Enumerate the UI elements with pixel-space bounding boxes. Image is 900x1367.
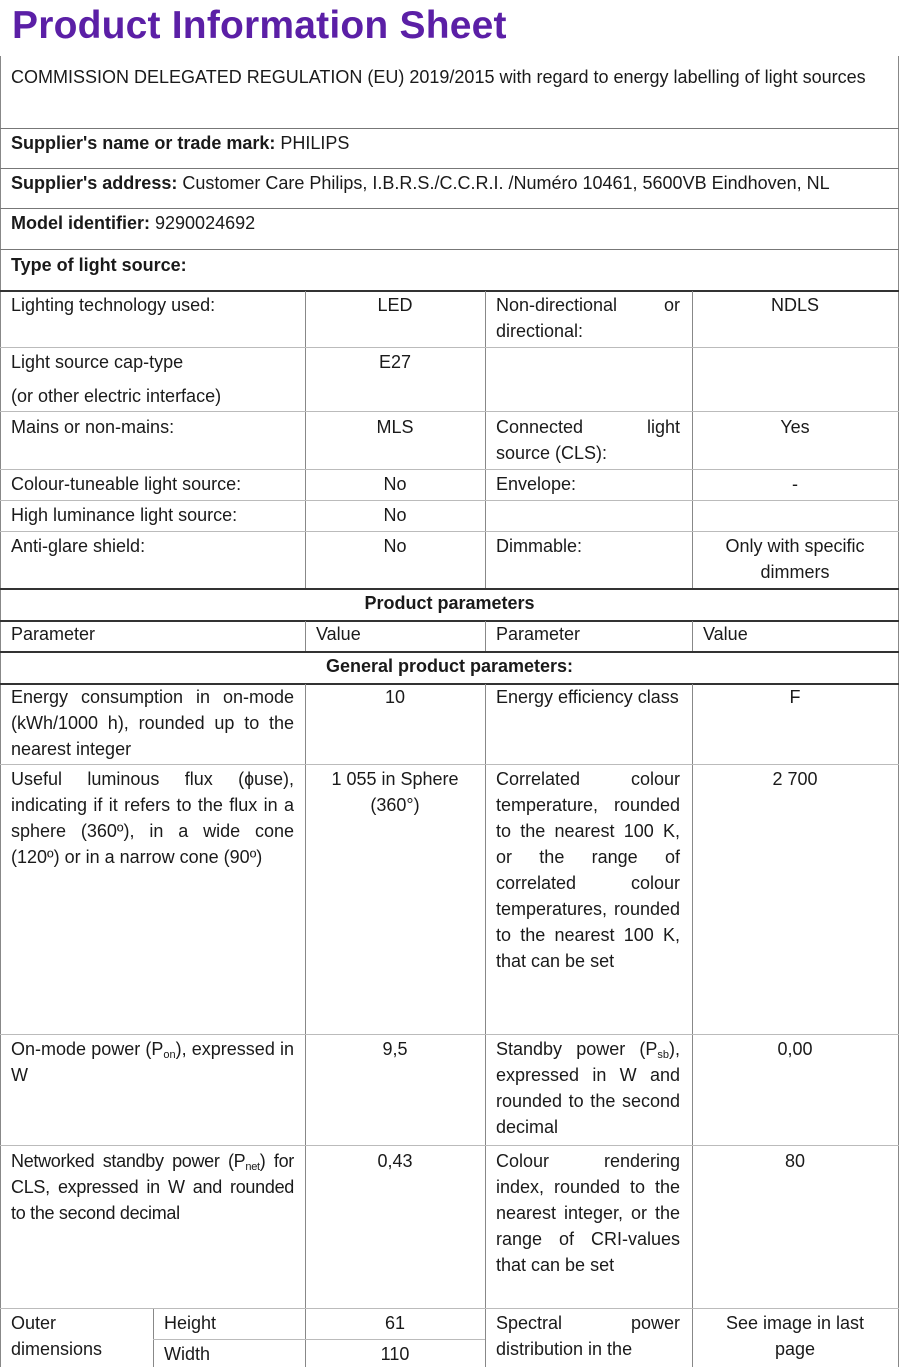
address-value: Customer Care Philips, I.B.R.S./C.C.R.I. /Numéro 10461, 5600VB Eindhoven, NL — [182, 173, 830, 193]
divider — [153, 1339, 485, 1340]
divider — [0, 1034, 899, 1035]
col-header-value: Value — [703, 624, 748, 644]
grid-col-line — [485, 684, 486, 1367]
divider — [0, 128, 899, 129]
col-header-value: Value — [316, 624, 361, 644]
energy-consumption-label: Energy consumption in on-mode (kWh/1000 h), rounded up to the nearest integer — [11, 687, 294, 759]
type-heading: Type of light source: — [11, 255, 187, 275]
colour-label: Colour-tuneable light source: — [11, 474, 242, 494]
supplier-value: PHILIPS — [280, 133, 350, 153]
grid-col-line — [692, 621, 693, 651]
energy-efficiency-label: Energy efficiency class — [496, 687, 679, 707]
width-value: 110 — [380, 1344, 410, 1364]
col-header-parameter: Parameter — [496, 624, 581, 644]
divider — [0, 620, 899, 622]
model-row — [11, 210, 255, 236]
frame-left-border — [0, 56, 1, 1367]
supplier-label: Supplier's name or trade mark: — [11, 133, 276, 153]
mains-label: Mains or non-mains: — [11, 417, 175, 437]
cls-value: Yes — [780, 417, 810, 437]
anti-glare-value: No — [383, 536, 407, 556]
networked-standby-value: 0,43 — [377, 1151, 413, 1171]
spectral-distribution-label: Spectral power distribution in the — [496, 1313, 680, 1359]
dimmable-value: Only with specific dimmers — [725, 536, 865, 582]
grid-col-line — [305, 684, 306, 1367]
address-label: Supplier's address: — [11, 173, 178, 193]
cap-value: E27 — [378, 352, 412, 372]
address-row — [11, 170, 830, 196]
cct-label: Correlated colour temperature, rounded to the nearest 100 K, or the range of correlated colour temperatures, rounded to the nearest 100 K, that can be set — [496, 769, 680, 971]
on-mode-power-value: 9,5 — [382, 1039, 408, 1059]
on-mode-power-label: On-mode power $(P_{on})$, expressed in W — [11, 1039, 294, 1085]
grid-col-line — [305, 621, 306, 651]
dir-label: Non-directional or directional: — [496, 295, 680, 341]
standby-power-value: 0,00 — [777, 1039, 813, 1059]
spectral-distribution-value: See image in last page — [725, 1313, 865, 1359]
cap-label-line2: (or other electric interface) — [11, 386, 222, 406]
model-value: 9290024692 — [155, 213, 256, 233]
mains-value: MLS — [376, 417, 414, 437]
page-title: Product Information Sheet — [12, 4, 507, 47]
outer-dimensions-label: Outer dimensions — [11, 1313, 103, 1359]
high-luminance-value: No — [383, 505, 407, 525]
grid-col-line — [153, 1309, 154, 1367]
width-label: Width — [164, 1344, 211, 1364]
divider — [0, 347, 899, 348]
divider — [0, 168, 899, 169]
anti-glare-label: Anti-glare shield: — [11, 536, 146, 556]
cri-value: 80 — [784, 1151, 806, 1171]
networked-standby-label: Networked standby power $(P_{net})$ for CLS, expressed in W and rounded to the second decimal — [11, 1151, 294, 1223]
luminous-flux-label: Useful luminous flux (ɸuse), indicating if it refers to the flux in a sphere (360º), in a wide cone (120º) or in a narrow cone (90º) — [11, 769, 294, 867]
high-luminance-label: High luminance light source: — [11, 505, 238, 525]
envelope-label: Envelope: — [496, 474, 577, 494]
supplier-row — [11, 130, 349, 156]
regulation-text: COMMISSION DELEGATED REGULATION (EU) 2019/2015 with regard to energy labelling of light sources — [11, 67, 866, 87]
cap-label-line1: Light source cap-type — [11, 352, 184, 372]
tech-label: Lighting technology used: — [11, 295, 216, 315]
cls-label: Connected light source (CLS): — [496, 417, 680, 463]
divider — [0, 531, 899, 532]
divider — [0, 1308, 899, 1309]
tech-value: LED — [377, 295, 413, 315]
frame-right-border — [898, 56, 899, 1367]
model-label: Model identifier: — [11, 213, 150, 233]
col-header-parameter: Parameter — [11, 624, 96, 644]
divider — [0, 469, 899, 470]
divider — [0, 208, 899, 209]
energy-efficiency-value: F — [789, 687, 801, 707]
standby-power-label: Standby power $(P_{sb})$, expressed in W and rounded to the second decimal — [496, 1039, 680, 1137]
divider — [0, 1145, 899, 1146]
colour-value: No — [383, 474, 407, 494]
dimmable-label: Dimmable: — [496, 536, 583, 556]
divider — [0, 500, 899, 501]
envelope-value: - — [792, 474, 798, 494]
product-parameters-heading: Product parameters — [364, 593, 535, 613]
divider — [0, 411, 899, 412]
luminous-flux-value: 1 055 in Sphere (360°) — [331, 769, 459, 815]
grid-col-line — [485, 291, 486, 588]
divider — [0, 764, 899, 765]
height-label: Height — [164, 1313, 217, 1333]
general-parameters-heading: General product parameters: — [325, 656, 574, 676]
grid-col-line — [485, 621, 486, 651]
cri-label: Colour rendering index, rounded to the nearest integer, or the range of CRI-values that can be set — [496, 1151, 680, 1275]
energy-consumption-value: 10 — [384, 687, 406, 707]
cct-value: 2 700 — [772, 769, 818, 789]
divider — [0, 249, 899, 250]
dir-value: NDLS — [770, 295, 819, 315]
height-value: 61 — [384, 1313, 406, 1333]
